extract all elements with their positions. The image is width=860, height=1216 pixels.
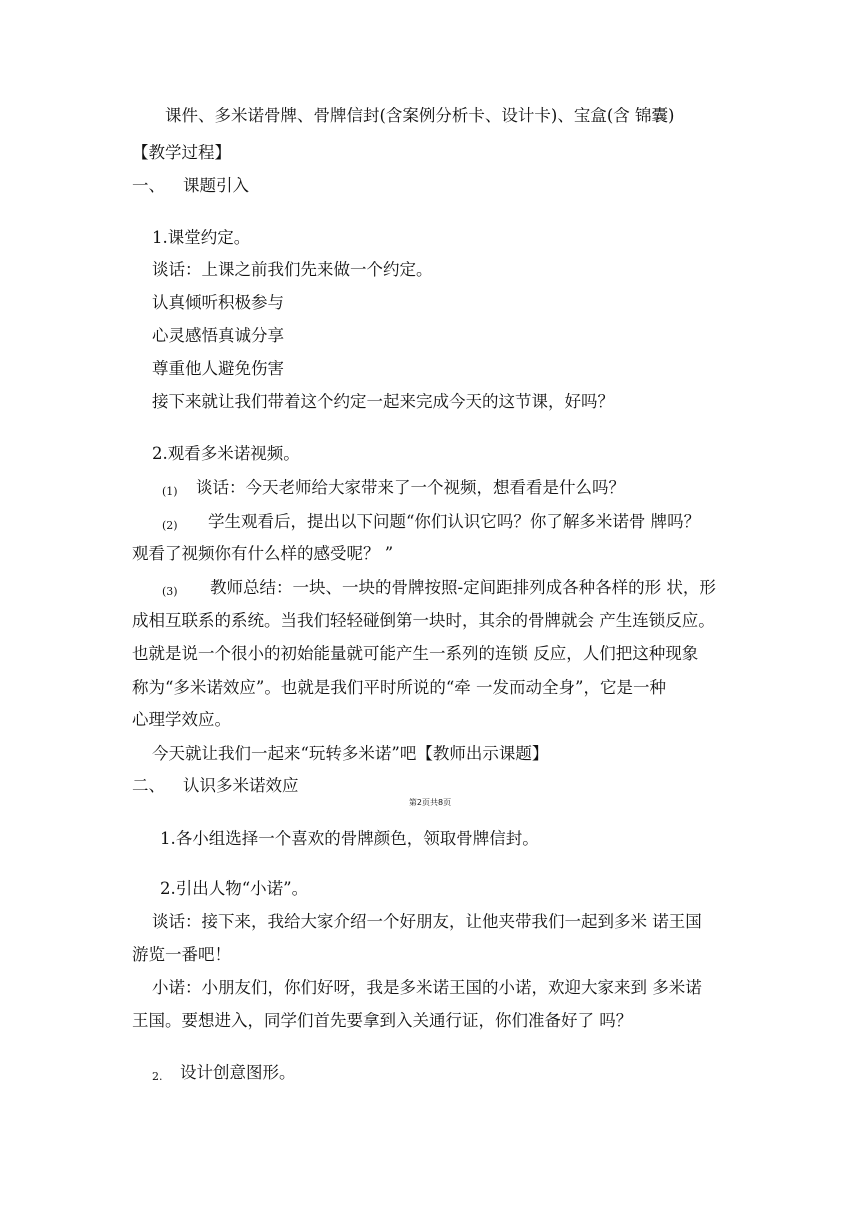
paragraph-xiaonuo-line-1: 小诺：小朋友们，你们好呀，我是多米诺王国的小诺，欢迎大家来到 多米诺 bbox=[152, 978, 702, 997]
section-2-number: 二、 bbox=[132, 776, 165, 795]
design-number: 2. bbox=[152, 1070, 163, 1083]
process-heading: 【教学过程】 bbox=[132, 143, 231, 162]
item-1-text: 谈话：今天老师给大家带来了一个视频，想看看是什么吗？ bbox=[196, 478, 625, 497]
rule-item-3: 尊重他人避免伤害 bbox=[152, 359, 284, 378]
paragraph-choose-color: 1.各小组选择一个喜欢的骨牌颜色，领取骨牌信封。 bbox=[160, 829, 539, 848]
design-title: 设计创意图形。 bbox=[180, 1063, 296, 1082]
item-2-text-line-1: 学生观看后，提出以下问题“你们认识它吗？你了解多米诺骨 牌吗？ bbox=[208, 512, 701, 531]
item-2-text-line-2: 观看了视频你有什么样的感受呢？ ” bbox=[132, 544, 394, 563]
rule-item-2: 心灵感悟真诚分享 bbox=[152, 326, 284, 345]
page-footer: 第2页共8页 bbox=[408, 798, 452, 807]
paragraph-rules-talk: 谈话：上课之前我们先来做一个约定。 bbox=[152, 260, 433, 279]
item-3-text-line-3: 也就是说一个很小的初始能量就可能产生一系列的连锁 反应，人们把这种现象 bbox=[132, 644, 699, 663]
section-2-title: 认识多米诺效应 bbox=[183, 776, 299, 795]
paragraph-talk-line-1: 谈话：接下来，我给大家介绍一个好朋友，让他夹带我们一起到多米 诺王国 bbox=[152, 912, 702, 931]
item-3-text-line-5: 心理学效应。 bbox=[132, 710, 231, 729]
section-1-number: 一、 bbox=[132, 176, 165, 195]
rule-item-1: 认真倾听积极参与 bbox=[152, 293, 284, 312]
paragraph-watch-video: 2.观看多米诺视频。 bbox=[152, 444, 300, 463]
paragraph-xiaonuo-line-2: 王国。要想进入，同学们首先要拿到入关通行证，你们准备好了 吗？ bbox=[132, 1011, 633, 1030]
paragraph-rules-end: 接下来就让我们带着这个约定一起来完成今天的这节课，好吗？ bbox=[152, 392, 614, 411]
item-1-number: (1) bbox=[162, 485, 178, 498]
paragraph-introduce-character: 2.引出人物“小诺”。 bbox=[160, 879, 309, 898]
item-3-text-line-4: 称为“多米诺效应”。也就是我们平时所说的“牵 一发而动全身”，它是一种 bbox=[132, 678, 666, 697]
item-3-text-line-1: 教师总结：一块、一块的骨牌按照-定间距排列成各种各样的形 状，形 bbox=[210, 578, 716, 597]
item-3-number: (3) bbox=[162, 585, 178, 598]
item-3-text-line-2: 成相互联系的系统。当我们轻轻碰倒第一块时，其余的骨牌就会 产生连锁反应。 bbox=[132, 611, 715, 630]
item-2-number: (2) bbox=[162, 519, 178, 532]
paragraph-today: 今天就让我们一起来“玩转多米诺”吧【教师出示课题】 bbox=[152, 744, 549, 763]
section-1-title: 课题引入 bbox=[183, 176, 249, 195]
materials-line: 课件、多米诺骨牌、骨牌信封(含案例分析卡、设计卡)、宝盒(含 锦囊) bbox=[165, 106, 675, 125]
paragraph-talk-line-2: 游览一番吧！ bbox=[132, 945, 231, 964]
paragraph-classroom-rules: 1.课堂约定。 bbox=[152, 228, 251, 247]
